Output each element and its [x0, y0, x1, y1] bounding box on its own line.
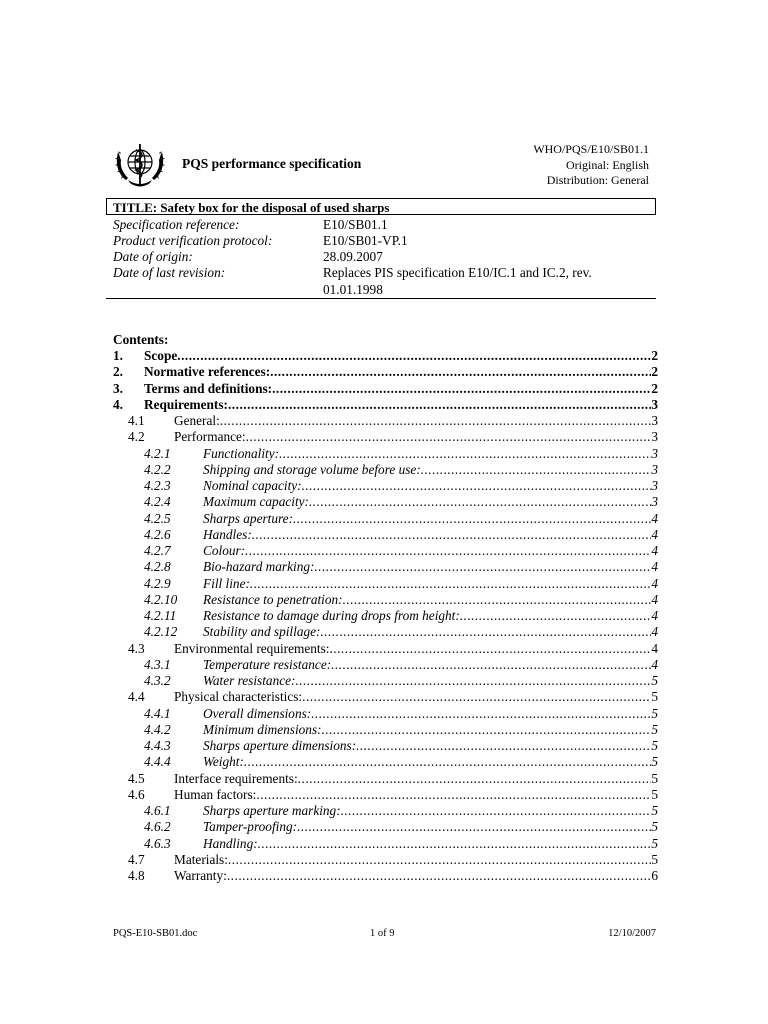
toc-entry-label: Stability and spillage: — [203, 624, 321, 640]
toc-entry-page: 5 — [651, 786, 658, 802]
toc-entry-number: 4.6.2 — [144, 819, 171, 835]
toc-entry-number: 4.2.1 — [144, 445, 171, 461]
toc-entry-page: 3 — [651, 478, 658, 493]
toc-entry-number: 4.7 — [128, 851, 145, 867]
toc-entry-label: General: — [174, 413, 220, 428]
toc-entry-number: 4.2.8 — [144, 559, 171, 575]
toc-dot-leader — [421, 462, 652, 478]
footer-filename: PQS-E10-SB01.doc — [113, 928, 198, 939]
toc-entry-leader — [144, 397, 658, 413]
toc-entry-label: Fill line: — [203, 575, 250, 591]
meta-label: Product verification protocol: — [113, 233, 273, 248]
toc-entry-leader — [174, 689, 658, 705]
toc-entry-page: 5 — [651, 803, 658, 818]
toc-entry[interactable] — [0, 494, 768, 510]
toc-dot-leader — [329, 641, 651, 657]
toc-entry-number: 4.8 — [128, 868, 145, 883]
toc-entry-page: 2 — [651, 348, 658, 363]
toc-entry-label: Resistance to penetration: — [203, 591, 343, 607]
toc-entry[interactable] — [0, 657, 768, 673]
toc-entry[interactable] — [0, 478, 768, 494]
toc-entry-number: 4.4 — [128, 689, 145, 705]
toc-entry-label: Normative references: — [144, 364, 271, 380]
toc-entry-leader — [144, 381, 658, 397]
toc-entry-number: 4.5 — [128, 770, 145, 786]
toc-dot-leader — [309, 494, 651, 510]
toc-entry-number: 4.2.11 — [144, 608, 177, 623]
toc-entry-page: 4 — [651, 624, 658, 640]
toc-entry-number: 3. — [113, 380, 123, 396]
toc-entry-page: 5 — [651, 673, 658, 688]
toc-entry[interactable] — [0, 364, 768, 380]
toc-entry-label: Resistance to damage during drops from height: — [203, 608, 460, 623]
toc-entry-number: 4.6 — [128, 786, 145, 802]
toc-dot-leader — [246, 429, 652, 445]
toc-entry-leader — [203, 754, 658, 770]
toc-entry-leader — [144, 348, 658, 364]
toc-entry-label: Handling: — [203, 835, 258, 851]
toc-entry-number: 4.4.2 — [144, 721, 171, 737]
toc-entry-label: Tamper-proofing: — [203, 819, 298, 835]
toc-entry[interactable] — [0, 754, 768, 770]
header-divider — [106, 298, 656, 299]
toc-dot-leader — [250, 576, 651, 592]
toc-entry-page: 4 — [651, 591, 658, 607]
toc-entry-number: 4.6.3 — [144, 835, 171, 851]
toc-dot-leader — [177, 348, 651, 364]
toc-entry-number: 4.3.1 — [144, 656, 171, 672]
toc-entry-label: Interface requirements: — [174, 770, 298, 786]
toc-entry-page: 4 — [651, 575, 658, 591]
toc-entry-label: Sharps aperture marking: — [203, 803, 341, 818]
toc-entry[interactable] — [0, 706, 768, 722]
toc-dot-leader — [220, 413, 652, 429]
toc-entry-leader — [203, 738, 658, 754]
toc-entry-leader — [203, 559, 658, 575]
toc-entry-page: 2 — [651, 380, 658, 396]
toc-entry[interactable] — [0, 348, 768, 364]
toc-entry-number: 2. — [113, 364, 123, 380]
toc-entry-leader — [203, 576, 658, 592]
toc-dot-leader — [295, 673, 651, 689]
toc-entry-leader — [203, 657, 658, 673]
toc-entry-label: Human factors: — [174, 786, 257, 802]
toc-dot-leader — [320, 624, 651, 640]
toc-entry-label: Physical characteristics: — [174, 689, 303, 705]
toc-dot-leader — [460, 608, 652, 624]
toc-entry-leader — [203, 624, 658, 640]
toc-entry[interactable] — [0, 868, 768, 884]
document-id: WHO/PQS/E10/SB01.1 — [533, 142, 649, 156]
toc-entry[interactable] — [0, 787, 768, 803]
meta-value: 28.09.2007 — [323, 249, 383, 264]
meta-label: Date of last revision: — [113, 265, 226, 280]
toc-entry-label: Performance: — [174, 429, 246, 445]
toc-entry-label: Terms and definitions: — [144, 380, 273, 396]
toc-entry-number: 4.2.9 — [144, 575, 171, 591]
toc-dot-leader — [302, 689, 651, 705]
toc-entry-number: 4.1 — [128, 413, 145, 428]
toc-entry-page: 2 — [651, 364, 658, 380]
document-title-box: TITLE: Safety box for the disposal of used sharps — [106, 198, 656, 215]
toc-entry-page: 5 — [651, 835, 658, 851]
who-emblem-logo — [112, 138, 168, 192]
toc-dot-leader — [322, 722, 652, 738]
toc-entry-label: Nominal capacity: — [203, 478, 302, 493]
toc-entry-number: 4.6.1 — [144, 803, 171, 818]
toc-dot-leader — [314, 559, 651, 575]
toc-dot-leader — [298, 771, 652, 787]
toc-entry[interactable] — [0, 381, 768, 397]
toc-entry-page: 4 — [651, 510, 658, 526]
toc-entry-leader — [174, 641, 658, 657]
toc-entry-page: 4 — [651, 559, 658, 575]
toc-entry-leader — [203, 494, 658, 510]
toc-entry-page: 4 — [651, 526, 658, 542]
toc-entry-leader — [203, 722, 658, 738]
toc-dot-leader — [228, 852, 651, 868]
toc-entry[interactable] — [0, 722, 768, 738]
toc-entry[interactable] — [0, 543, 768, 559]
meta-value: Replaces PIS specification E10/IC.1 and IC.2, rev. 01.01.1998 — [323, 265, 592, 297]
toc-entry-number: 4.3 — [128, 640, 145, 656]
contents-heading: Contents: — [113, 332, 169, 347]
toc-entry-number: 4. — [113, 396, 123, 412]
toc-entry[interactable] — [0, 576, 768, 592]
toc-entry-number: 4.4.1 — [144, 705, 171, 721]
toc-entry-page: 5 — [651, 754, 658, 770]
toc-dot-leader — [341, 803, 652, 819]
toc-entry-number: 1. — [113, 348, 123, 363]
toc-entry-leader — [203, 608, 658, 624]
toc-entry-label: Shipping and storage volume before use: — [203, 461, 421, 477]
toc-entry[interactable] — [0, 819, 768, 835]
toc-dot-leader — [279, 446, 651, 462]
toc-entry-page: 5 — [651, 738, 658, 753]
toc-dot-leader — [244, 754, 651, 770]
toc-entry-leader — [203, 706, 658, 722]
toc-entry-number: 4.4.3 — [144, 738, 171, 753]
toc-entry-label: Materials: — [174, 851, 228, 867]
toc-entry-page: 5 — [651, 819, 658, 835]
toc-entry-page: 3 — [651, 445, 658, 461]
toc-entry-number: 4.2.6 — [144, 526, 171, 542]
toc-entry-leader — [203, 478, 658, 494]
toc-entry-page: 5 — [651, 770, 658, 786]
toc-entry-label: Functionality: — [203, 445, 280, 461]
toc-entry[interactable] — [0, 462, 768, 478]
toc-entry[interactable] — [0, 673, 768, 689]
toc-entry-page: 5 — [651, 705, 658, 721]
toc-dot-leader — [258, 836, 652, 852]
toc-entry-page: 4 — [651, 543, 658, 558]
toc-entry[interactable] — [0, 738, 768, 754]
toc-entry-page: 4 — [651, 656, 658, 672]
original-language: Original: English — [566, 158, 649, 172]
meta-value: E10/SB01-VP.1 — [323, 233, 408, 248]
toc-entry[interactable] — [0, 852, 768, 868]
toc-entry[interactable] — [0, 511, 768, 527]
toc-dot-leader — [227, 868, 652, 884]
toc-entry-leader — [203, 511, 658, 527]
toc-entry-label: Bio-hazard marking: — [203, 559, 315, 575]
toc-dot-leader — [343, 592, 652, 608]
toc-entry-page: 3 — [651, 396, 658, 412]
toc-entry-leader — [203, 803, 658, 819]
toc-entry-page: 3 — [651, 429, 658, 445]
toc-entry-leader — [174, 787, 658, 803]
toc-dot-leader — [228, 397, 651, 413]
toc-entry-label: Scope — [144, 348, 178, 363]
toc-entry[interactable] — [0, 527, 768, 543]
toc-dot-leader — [311, 706, 651, 722]
toc-dot-leader — [356, 738, 651, 754]
distribution: Distribution: General — [546, 173, 649, 187]
toc-entry-page: 6 — [651, 868, 658, 883]
toc-entry-label: Warranty: — [174, 868, 227, 883]
toc-entry-label: Water resistance: — [203, 673, 296, 688]
toc-entry-page: 3 — [651, 413, 658, 428]
toc-entry[interactable] — [0, 771, 768, 787]
toc-entry-page: 4 — [651, 640, 658, 656]
toc-dot-leader — [293, 511, 651, 527]
toc-entry-leader — [174, 852, 658, 868]
toc-entry-label: Minimum dimensions: — [203, 721, 322, 737]
footer-page-number: 1 of 9 — [370, 928, 395, 939]
toc-entry-label: Temperature resistance: — [203, 656, 332, 672]
footer-date: 12/10/2007 — [608, 928, 656, 939]
spec-type-title: PQS performance specification — [182, 156, 362, 171]
toc-entry[interactable] — [0, 397, 768, 413]
toc-entry[interactable] — [0, 803, 768, 819]
toc-entry-leader — [174, 429, 658, 445]
toc-entry-page: 5 — [651, 721, 658, 737]
toc-entry-leader — [203, 819, 658, 835]
toc-entry[interactable] — [0, 608, 768, 624]
toc-entry-number: 4.2.12 — [144, 624, 178, 640]
toc-entry-leader — [203, 543, 658, 559]
toc-entry-number: 4.3.2 — [144, 673, 171, 688]
toc-entry-number: 4.2.10 — [144, 591, 178, 607]
toc-entry-leader — [203, 592, 658, 608]
toc-dot-leader — [256, 787, 651, 803]
toc-entry[interactable] — [0, 559, 768, 575]
toc-entry-label: Requirements: — [144, 396, 228, 412]
toc-entry-label: Sharps aperture dimensions: — [203, 738, 357, 753]
toc-entry[interactable] — [0, 446, 768, 462]
toc-entry-leader — [144, 364, 658, 380]
toc-entry-label: Environmental requirements: — [174, 640, 330, 656]
toc-entry-label: Colour: — [203, 543, 246, 558]
toc-entry-label: Maximum capacity: — [203, 494, 309, 510]
meta-label: Specification reference: — [113, 217, 240, 232]
toc-entry-leader — [203, 836, 658, 852]
toc-entry[interactable] — [0, 413, 768, 429]
toc-entry-number: 4.2.3 — [144, 478, 171, 493]
toc-entry-leader — [203, 446, 658, 462]
toc-entry-page: 5 — [651, 851, 658, 867]
toc-entry-number: 4.2.2 — [144, 461, 171, 477]
toc-entry[interactable] — [0, 592, 768, 608]
toc-dot-leader — [245, 543, 651, 559]
toc-dot-leader — [302, 478, 652, 494]
toc-entry-leader — [203, 673, 658, 689]
toc-entry-label: Sharps aperture: — [203, 510, 293, 526]
toc-entry-leader — [174, 771, 658, 787]
toc-entry-number: 4.2 — [128, 429, 145, 445]
toc-dot-leader — [270, 364, 651, 380]
toc-entry-label: Weight: — [203, 754, 244, 770]
toc-entry-page: 3 — [651, 494, 658, 510]
toc-entry-leader — [174, 868, 658, 884]
toc-entry-label: Overall dimensions: — [203, 705, 312, 721]
toc-entry[interactable] — [0, 836, 768, 852]
meta-label: Date of origin: — [113, 249, 193, 264]
toc-entry-number: 4.2.5 — [144, 510, 171, 526]
toc-entry[interactable] — [0, 689, 768, 705]
toc-entry-leader — [203, 462, 658, 478]
toc-entry-number: 4.2.4 — [144, 494, 171, 510]
toc-entry-leader — [203, 527, 658, 543]
toc-entry-number: 4.2.7 — [144, 543, 171, 558]
toc-dot-leader — [252, 527, 652, 543]
toc-entry-number: 4.4.4 — [144, 754, 171, 770]
toc-dot-leader — [331, 657, 651, 673]
toc-entry-page: 3 — [651, 461, 658, 477]
toc-entry[interactable] — [0, 429, 768, 445]
toc-dot-leader — [272, 381, 651, 397]
toc-entry[interactable] — [0, 641, 768, 657]
toc-entry[interactable] — [0, 624, 768, 640]
toc-entry-label: Handles: — [203, 526, 252, 542]
meta-value: E10/SB01.1 — [323, 217, 388, 232]
toc-entry-page: 4 — [651, 608, 658, 623]
toc-dot-leader — [297, 819, 651, 835]
toc-entry-leader — [174, 413, 658, 429]
toc-entry-page: 5 — [651, 689, 658, 705]
